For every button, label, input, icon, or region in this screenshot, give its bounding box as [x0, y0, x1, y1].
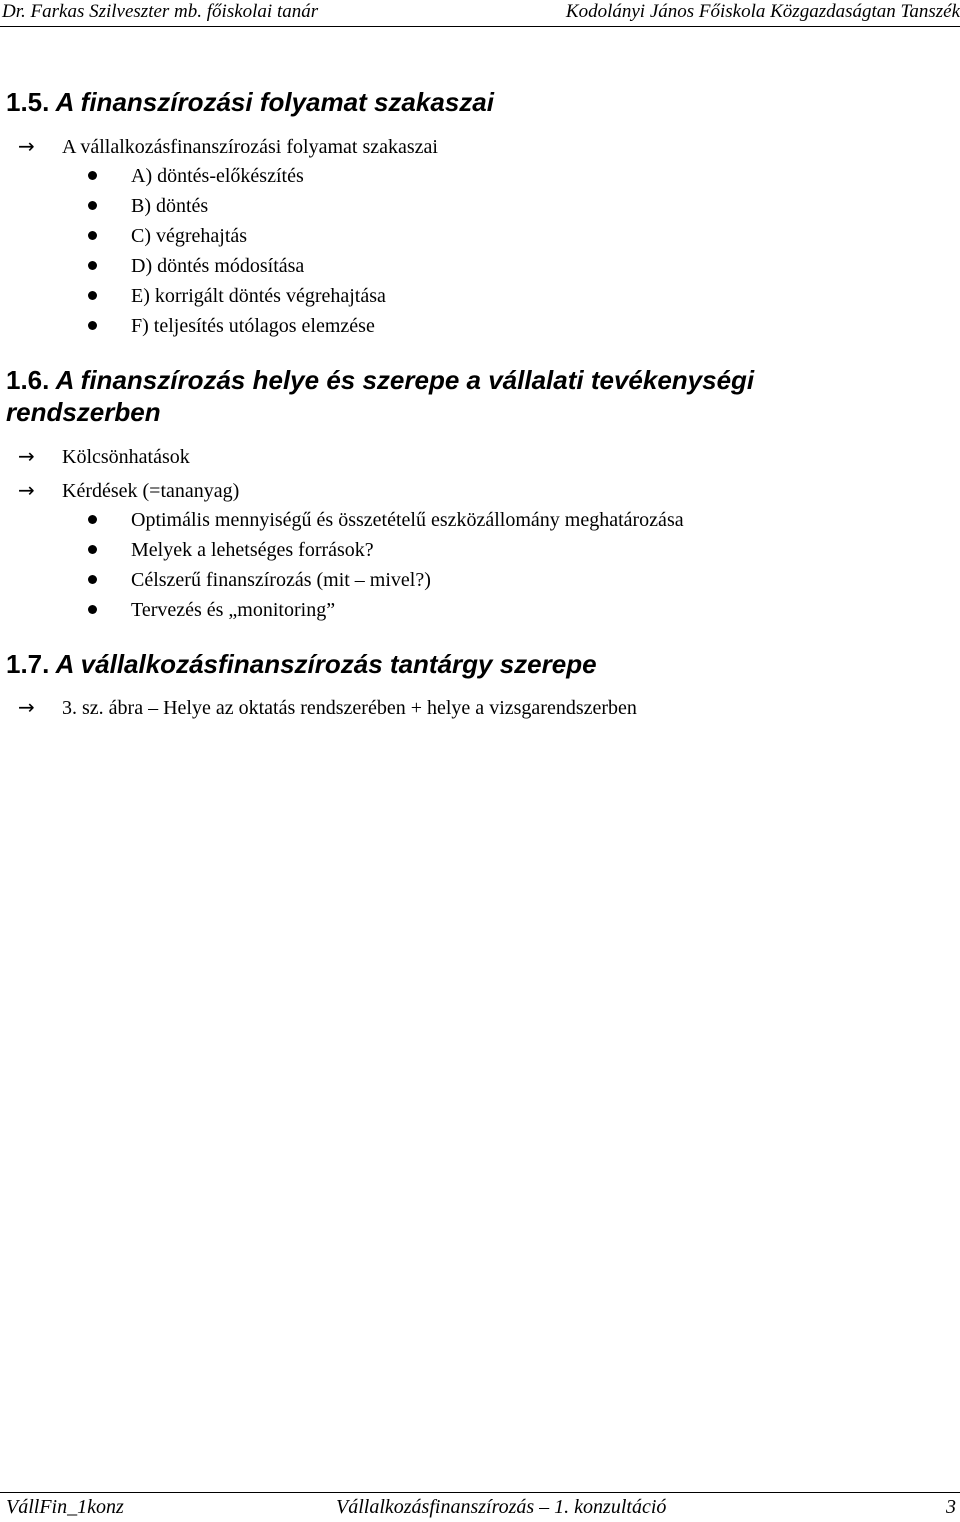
arrow-item — [18, 694, 637, 721]
bullet-dot-icon — [88, 291, 97, 300]
section-title: A vállalkozásfinanszírozás tantárgy szerepe — [55, 649, 597, 679]
list-item — [88, 597, 335, 623]
footer-title: Vállalkozásfinanszírozás – 1. konzultáció — [336, 1496, 667, 1518]
bullet-dot-icon — [88, 545, 97, 554]
list-item — [88, 537, 374, 563]
list-item — [88, 313, 375, 339]
section-heading-1-5 — [6, 86, 494, 118]
list-item-text: E) korrigált döntés végrehajtása — [131, 285, 386, 307]
page-header — [0, 0, 960, 28]
right-arrow-icon: → — [18, 444, 35, 468]
section-number: 1.6. — [6, 365, 50, 395]
list-item — [88, 507, 684, 533]
bullet-dot-icon — [88, 171, 97, 180]
arrow-item-text: Kérdések (=tananyag) — [62, 480, 240, 502]
right-arrow-icon: → — [18, 695, 35, 719]
arrow-item-text: Kölcsönhatások — [62, 446, 190, 468]
bullet-dot-icon — [88, 201, 97, 210]
list-item — [88, 283, 386, 309]
list-item-text: C) végrehajtás — [131, 225, 248, 247]
arrow-item-text: A vállalkozásfinanszírozási folyamat szakaszai — [62, 136, 438, 158]
bullet-dot-icon — [88, 261, 97, 270]
bullet-dot-icon — [88, 515, 97, 524]
list-item-text: Melyek a lehetséges források? — [131, 539, 374, 561]
section-title: A finanszírozás helye és szerepe a vállalati tevékenységi — [55, 365, 755, 395]
right-arrow-icon: → — [18, 478, 35, 502]
arrow-item — [18, 133, 438, 160]
bullet-dot-icon — [88, 321, 97, 330]
section-title: A finanszírozási folyamat szakaszai — [55, 87, 494, 117]
list-item — [88, 223, 247, 249]
list-item-text: F) teljesítés utólagos elemzése — [131, 315, 375, 337]
right-arrow-icon: → — [18, 134, 35, 158]
list-item-text: Célszerű finanszírozás (mit – mivel?) — [131, 569, 431, 591]
header-author: Dr. Farkas Szilveszter mb. főiskolai tanár — [2, 1, 319, 22]
section-number: 1.7. — [6, 649, 50, 679]
section-title-continuation: rendszerben — [6, 397, 161, 427]
bullet-dot-icon — [88, 605, 97, 614]
section-heading-1-6 — [6, 364, 754, 396]
page-footer — [0, 1492, 960, 1522]
header-rule — [0, 26, 960, 27]
section-heading-1-6-cont — [6, 396, 161, 428]
list-item-text: Optimális mennyiségű és összetételű eszközállomány meghatározása — [131, 509, 684, 531]
bullet-dot-icon — [88, 575, 97, 584]
list-item — [88, 163, 304, 189]
footer-rule — [0, 1492, 960, 1493]
list-item — [88, 567, 431, 593]
list-item-text: Tervezés és „monitoring” — [131, 599, 336, 621]
arrow-item — [18, 443, 190, 470]
footer-doc-id: VállFin_1konz — [6, 1496, 124, 1518]
page-number: 3 — [946, 1496, 956, 1518]
bullet-dot-icon — [88, 231, 97, 240]
list-item — [88, 253, 304, 279]
header-institution: Kodolányi János Főiskola Közgazdaságtan Tanszék — [565, 1, 960, 22]
arrow-item — [18, 477, 239, 504]
arrow-item-text: 3. sz. ábra – Helye az oktatás rendszerében + helye a vizsgarendszerben — [62, 697, 637, 719]
list-item-text: B) döntés — [131, 195, 209, 217]
section-heading-1-7 — [6, 648, 597, 680]
list-item — [88, 193, 208, 219]
list-item-text: A) döntés-előkészítés — [131, 165, 304, 187]
section-number: 1.5. — [6, 87, 50, 117]
list-item-text: D) döntés módosítása — [131, 255, 305, 277]
